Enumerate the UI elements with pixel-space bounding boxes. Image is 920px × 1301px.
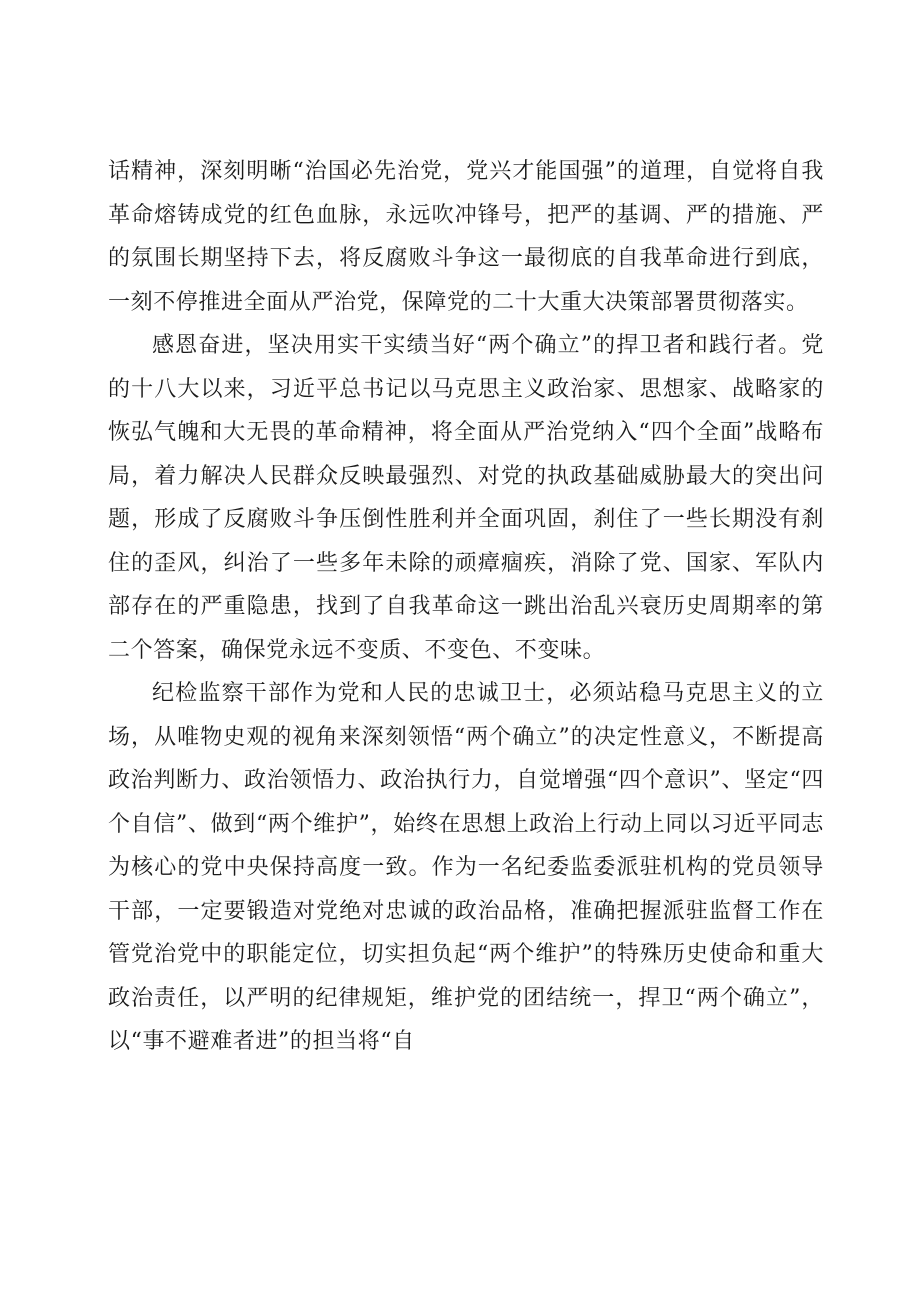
paragraph-1: 话精神，深刻明晰“治国必先治党，党兴才能国强”的道理，自觉将自我革命熔铸成党的红色血脉，永远吹冲锋号，把严的基调、严的措施、严的氛围长期坚持下去，将反腐败斗争这一最彻底的自我革命进行到底，一刻不停推进全面从严治党，保障党的二十大重大决策部署贯彻落实。 xyxy=(108,159,824,315)
paragraph-3: 纪检监察干部作为党和人民的忠诚卫士，必须站稳马克思主义的立场，从唯物史观的视角来深刻领悟“两个确立”的决定性意义，不断提高政治判断力、政治领悟力、政治执行力，自觉增强“四个意识”、坚定“四个自信”、做到“两个维护”，始终在思想上政治上行动上同以习近平同志为核心的党中央保持高度一致。作为一名纪委监委派驻机构的党员领导干部，一定要锻造对党绝对忠诚的政治品格，准确把握派驻监督工作在管党治党中的职能定位，切实担负起“两个维护”的特殊历史使命和重大政治责任，以严明的纪律规矩，维护党的团结统一，捍卫“两个确立”，以“事不避难者进”的担当将“自 xyxy=(108,681,824,1054)
paragraph-2: 感恩奋进，坚决用实干实绩当好“两个确立”的捍卫者和践行者。党的十八大以来，习近平总书记以马克思主义政治家、思想家、战略家的恢弘气魄和大无畏的革命精神，将全面从严治党纳入“四个全面”战略布局，着力解决人民群众反映最强烈、对党的执政基础威胁最大的突出问题，形成了反腐败斗争压倒性胜利并全面巩固，刹住了一些长期没有刹住的歪风，纠治了一些多年未除的顽瘴痼疾，消除了党、国家、军队内部存在的严重隐患，找到了自我革命这一跳出治乱兴衰历史周期率的第二个答案，确保党永远不变质、不变色、不变味。 xyxy=(108,333,824,663)
document-body xyxy=(108,150,824,1064)
